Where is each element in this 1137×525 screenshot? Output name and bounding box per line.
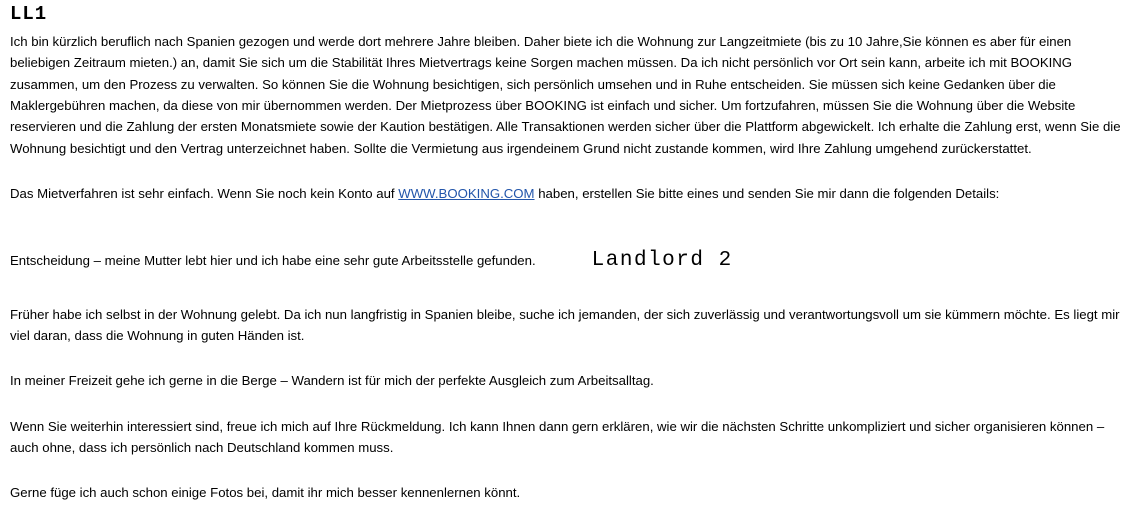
decision-line: Entscheidung – meine Mutter lebt hier und ich habe eine sehr gute Arbeitsstelle gefunden. [10, 252, 536, 268]
paragraph-intro: Ich bin kürzlich beruflich nach Spanien gezogen und werde dort mehrere Jahre bleiben. Daher biete ich die Wohnung zur Langzeitmiete (bis zu 10 Jahre,Sie können es aber für einen beliebigen Zeitraum mieten.) an, damit Sie sich um die Stabilität Ihres Mietvertrags keine Sorgen machen müssen. Da ich nicht persönlich vor Ort sein kann, arbeite ich mit BOOKING zusammen, um den Prozess zu verwalten. So können Sie die Wohnung besichtigen, sich persönlich umsehen und in Ruhe entscheiden. Sie müssen sich keine Gedanken über die Maklergebühren machen, da diese von mir übernommen werden. Der Mietprozess über BOOKING ist einfach und sicher. Um fortzufahren, müssen Sie die Wohnung über die Website reservieren und die Zahlung der ersten Monatsmiete sowie der Kaution bestätigen. Alle Transaktionen werden sicher über die Plattform abgewickelt. Ich erhalte die Zahlung erst, wenn Sie die Wohnung besichtigt und den Vertrag unterzeichnet haben. Sollte die Vermietung aus irgendeinem Grund nicht zustande kommen, wird Ihre Zahlung umgehend zurückerstattet. [10, 33, 1121, 156]
spacer [0, 272, 1137, 298]
paragraph-photos: Gerne füge ich auch schon einige Fotos bei, damit ihr mich besser kennenlernen könnt. [10, 485, 521, 501]
booking-website-link[interactable]: WWW.BOOKING.COM [398, 186, 535, 202]
spacer [0, 205, 1137, 231]
spacer [0, 346, 1137, 364]
spacer [0, 392, 1137, 410]
procedure-text-before-link: Das Mietverfahren ist sehr einfach. Wenn Sie noch kein Konto auf [10, 186, 399, 202]
paragraph-history: Früher habe ich selbst in der Wohnung gelebt. Da ich nun langfristig in Spanien bleibe, suche ich jemanden, der sich zuverlässig und verantwortungsvoll um sie kümmern möchte. Es liegt mir viel daran, dass die Wohnung in guten Händen ist. [10, 306, 1120, 343]
landlord-tag: Landlord 2 [591, 248, 733, 272]
spacer [0, 458, 1137, 476]
paragraph-next-steps: Wenn Sie weiterhin interessiert sind, freue ich mich auf Ihre Rückmeldung. Ich kann Ihnen dann gern erklären, wie wir die nächsten Schritte unkompliziert und sicher organisieren können – auch ohne, dass ich persönlich nach Deutschland kommen muss. [10, 418, 1105, 456]
paragraph-procedure [10, 183, 1127, 204]
decision-row [10, 249, 1127, 272]
spacer [0, 231, 1137, 249]
paragraph-hobby: In meiner Freizeit gehe ich gerne in die Berge – Wandern ist für mich der perfekte Ausgleich zum Arbeitsalltag. [10, 373, 654, 389]
document-page [0, 4, 1137, 525]
procedure-text-after-link: haben, erstellen Sie bitte eines und senden Sie mir dann die folgenden Details: [534, 186, 1000, 202]
spacer [0, 159, 1137, 177]
document-heading: LL1 [10, 3, 48, 25]
